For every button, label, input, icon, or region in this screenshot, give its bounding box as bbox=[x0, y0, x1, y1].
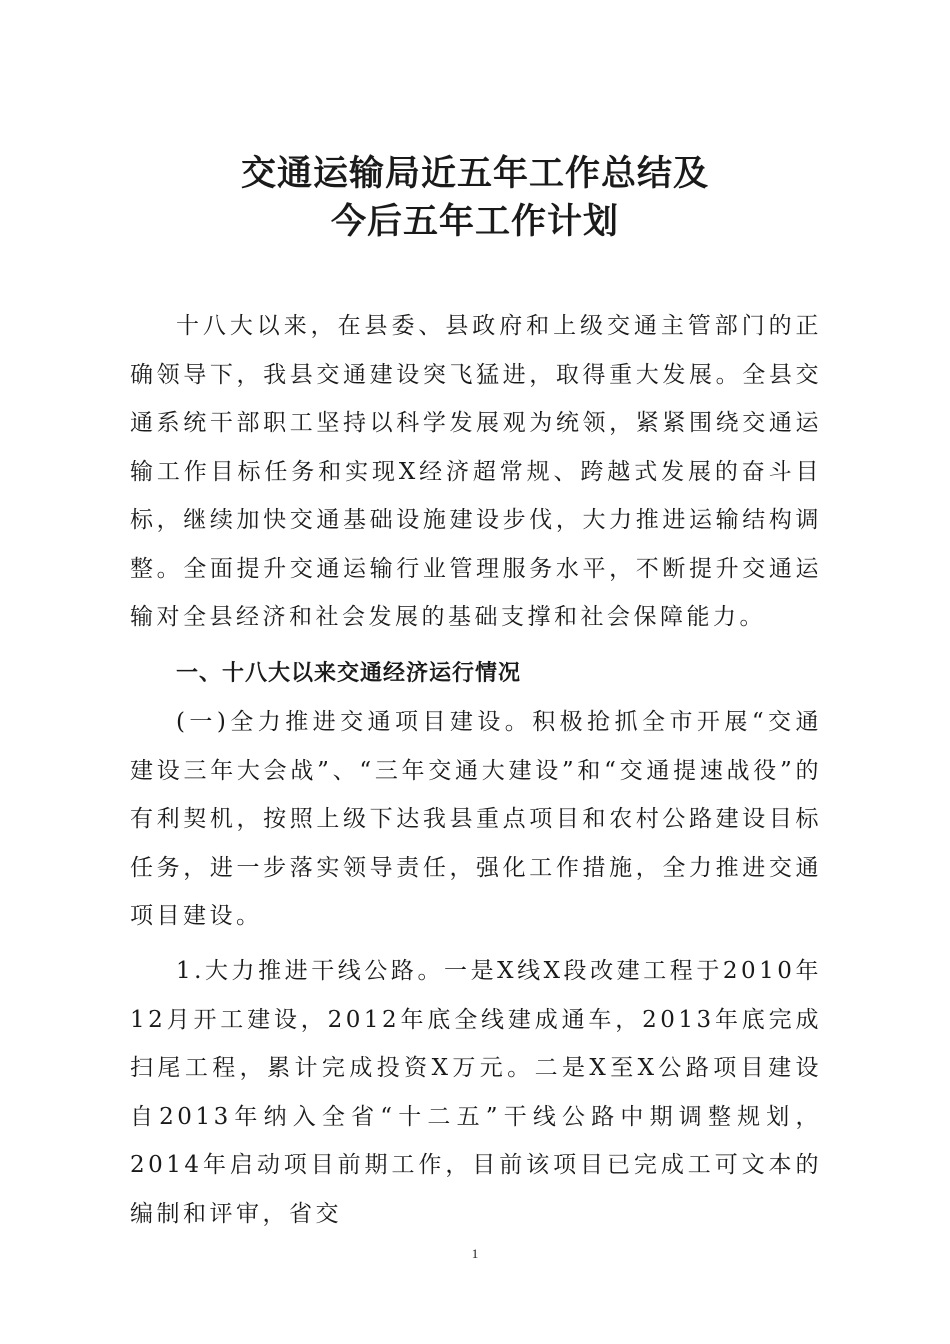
intro-paragraph: 十八大以来，在县委、县政府和上级交通主管部门的正确领导下，我县交通建设突飞猛进，取得重大发展。全县交通系统干部职工坚持以科学发展观为统领，紧紧围绕交通运输工作目标任务和实现X经济超常规、跨越式发展的奋斗目标，继续加快交通基础设施建设步伐，大力推进运输结构调整。全面提升交通运输行业管理服务水平，不断提升交通运输对全县经济和社会发展的基础支撑和社会保障能力。 bbox=[130, 313, 822, 630]
document-title-line-1: 交通运输局近五年工作总结及 bbox=[240, 153, 709, 194]
section-heading-1: 一、十八大以来交通经济运行情况 bbox=[176, 661, 522, 686]
item-paragraph-1: 1.大力推进干线公路。一是X线X段改建工程于2010年12月开工建设，2012年底全线建成通车，2013年底完成扫尾工程，累计完成投资X万元。二是X至X公路项目建设自2013年纳入全省“十二五”干线公路中期调整规划，2014年启动项目前期工作，目前该项目已完成工可文本的编制和评审，省交 bbox=[130, 958, 822, 1227]
page-number: 1 bbox=[471, 1246, 479, 1261]
document-title-line-2: 今后五年工作计划 bbox=[330, 201, 619, 242]
subsection-paragraph-1: (一)全力推进交通项目建设。积极抢抓全市开展“交通建设三年大会战”、“三年交通大建设”和“交通提速战役”的有利契机，按照上级下达我县重点项目和农村公路建设目标任务，进一步落实领导责任，强化工作措施，全力推进交通项目建设。 bbox=[130, 709, 822, 929]
